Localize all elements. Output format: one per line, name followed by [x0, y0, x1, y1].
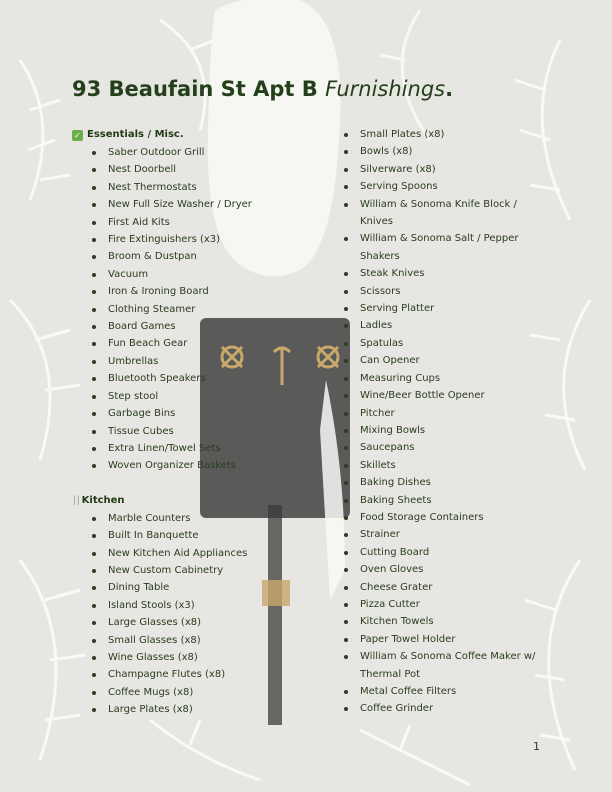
list-item: Paper Towel Holder	[342, 631, 552, 648]
list-item-continuation: Thermal Pot	[360, 668, 421, 680]
section-heading-kitchen	[72, 492, 322, 510]
list-item: Cutting Board	[342, 544, 552, 561]
bullet-icon	[92, 430, 96, 434]
list-item: Strainer	[342, 526, 552, 543]
bullet-icon	[344, 342, 348, 346]
list-item: Iron & Ironing Board	[72, 283, 322, 300]
list-item: Skillets	[342, 457, 552, 474]
page-number: 1	[533, 740, 540, 753]
list-item: First Aid Kits	[72, 214, 322, 231]
bullet-icon	[92, 151, 96, 155]
checkbox-check-icon: ✓	[72, 130, 83, 141]
bullet-icon	[92, 517, 96, 521]
list-item: New Full Size Washer / Dryer	[72, 196, 322, 213]
list-item: Nest Thermostats	[72, 179, 322, 196]
list-item: Island Stools (x3)	[72, 597, 322, 614]
list-item: Tissue Cubes	[72, 423, 322, 440]
bullet-icon	[92, 534, 96, 538]
list-item: Pitcher	[342, 405, 552, 422]
bullet-icon	[344, 446, 348, 450]
list-item: Spatulas	[342, 335, 552, 352]
list-item: Bowls (x8)	[342, 143, 552, 160]
page-title	[72, 74, 453, 104]
right-column	[342, 126, 552, 718]
bullet-icon	[344, 307, 348, 311]
bullet-icon	[92, 673, 96, 677]
bullet-icon	[344, 359, 348, 363]
list-item: Measuring Cups	[342, 370, 552, 387]
bullet-icon	[344, 638, 348, 642]
list-item: Dining Table	[72, 579, 322, 596]
list-item: Metal Coffee Filters	[342, 683, 552, 700]
bullet-icon	[344, 377, 348, 381]
list-item: Ladles	[342, 317, 552, 334]
list-item: New Custom Cabinetry	[72, 562, 322, 579]
list-item: Built In Banquette	[72, 527, 322, 544]
list-item: Small Glasses (x8)	[72, 632, 322, 649]
list-item: Coffee Grinder	[342, 700, 552, 717]
list-item: Cheese Grater	[342, 579, 552, 596]
bullet-icon	[344, 690, 348, 694]
title-address: 93 Beaufain St Apt B	[72, 77, 318, 101]
list-item: Wine/Beer Bottle Opener	[342, 387, 552, 404]
bullet-icon	[92, 395, 96, 399]
bullet-icon	[92, 255, 96, 259]
list-item-continuation: Shakers	[360, 250, 400, 262]
section-heading-label: Essentials / Misc.	[87, 129, 184, 140]
list-item: Oven Gloves	[342, 561, 552, 578]
list-item: Food Storage Containers	[342, 509, 552, 526]
bullet-icon	[92, 604, 96, 608]
section-heading-essentials	[72, 126, 322, 144]
bullet-icon	[344, 272, 348, 276]
list-item: William & Sonoma Salt / Pepper	[342, 230, 552, 247]
bullet-icon	[344, 464, 348, 468]
bullet-icon	[344, 237, 348, 241]
list-item: Board Games	[72, 318, 322, 335]
bullet-icon	[344, 133, 348, 137]
bullet-icon	[344, 412, 348, 416]
bullet-icon	[92, 186, 96, 190]
bullet-icon	[344, 499, 348, 503]
bullet-icon	[344, 586, 348, 590]
list-item: Pizza Cutter	[342, 596, 552, 613]
list-item: William & Sonoma Coffee Maker w/	[342, 648, 552, 665]
bullet-icon	[92, 656, 96, 660]
list-item: Scissors	[342, 283, 552, 300]
list-item: Large Plates (x8)	[72, 701, 322, 718]
list-item: Garbage Bins	[72, 405, 322, 422]
list-item: Woven Organizer Baskets	[72, 457, 322, 474]
bullet-icon	[92, 221, 96, 225]
bullet-icon	[344, 290, 348, 294]
section-heading-label: Kitchen	[81, 494, 125, 506]
section-spacer	[72, 475, 322, 492]
bullet-icon	[344, 481, 348, 485]
bullet-icon	[344, 394, 348, 398]
bullet-icon	[92, 238, 96, 242]
bullet-icon	[92, 639, 96, 643]
list-item: Step stool	[72, 388, 322, 405]
list-item: Baking Sheets	[342, 492, 552, 509]
list-item: Extra Linen/Towel Sets	[72, 440, 322, 457]
cutlery-icon: ││	[72, 495, 80, 505]
bullet-icon	[92, 586, 96, 590]
bullet-icon	[92, 412, 96, 416]
list-item: Wine Glasses (x8)	[72, 649, 322, 666]
list-item: Fun Beach Gear	[72, 335, 322, 352]
list-item: William & Sonoma Knife Block /	[342, 196, 552, 213]
bullet-icon	[344, 568, 348, 572]
list-item: Large Glasses (x8)	[72, 614, 322, 631]
list-item: Clothing Steamer	[72, 301, 322, 318]
kitchen-list-continued	[342, 126, 552, 718]
list-item: Baking Dishes	[342, 474, 552, 491]
list-item-continuation: Knives	[360, 216, 393, 228]
bullet-icon	[344, 655, 348, 659]
bullet-icon	[344, 603, 348, 607]
bullet-icon	[344, 620, 348, 624]
bullet-icon	[92, 691, 96, 695]
list-item: Serving Spoons	[342, 178, 552, 195]
left-column	[72, 126, 322, 719]
list-item: Silverware (x8)	[342, 161, 552, 178]
essentials-list	[72, 144, 322, 475]
bullet-icon	[344, 203, 348, 207]
bullet-icon	[92, 621, 96, 625]
kitchen-list	[72, 510, 322, 719]
bullet-icon	[344, 324, 348, 328]
bullet-icon	[92, 552, 96, 556]
bullet-icon	[92, 447, 96, 451]
bullet-icon	[92, 203, 96, 207]
bullet-icon	[92, 168, 96, 172]
bullet-icon	[92, 569, 96, 573]
bullet-icon	[92, 308, 96, 312]
bullet-icon	[92, 360, 96, 364]
list-item: New Kitchen Aid Appliances	[72, 545, 322, 562]
bullet-icon	[344, 150, 348, 154]
list-item: Champagne Flutes (x8)	[72, 666, 322, 683]
list-item: Nest Doorbell	[72, 161, 322, 178]
bullet-icon	[92, 708, 96, 712]
list-item: Can Opener	[342, 352, 552, 369]
bullet-icon	[92, 290, 96, 294]
list-item: Saber Outdoor Grill	[72, 144, 322, 161]
list-item: Small Plates (x8)	[342, 126, 552, 143]
bullet-icon	[92, 377, 96, 381]
title-subtitle: Furnishings	[325, 77, 446, 101]
list-item: Broom & Dustpan	[72, 248, 322, 265]
list-item: Serving Platter	[342, 300, 552, 317]
list-item: Mixing Bowls	[342, 422, 552, 439]
bullet-icon	[344, 185, 348, 189]
list-item: Fire Extinguishers (x3)	[72, 231, 322, 248]
bullet-icon	[92, 464, 96, 468]
title-period: .	[445, 77, 454, 101]
bullet-icon	[92, 273, 96, 277]
bullet-icon	[344, 516, 348, 520]
list-item: Marble Counters	[72, 510, 322, 527]
list-item: Vacuum	[72, 266, 322, 283]
list-item: Kitchen Towels	[342, 613, 552, 630]
list-item: Coffee Mugs (x8)	[72, 684, 322, 701]
bullet-icon	[92, 342, 96, 346]
bullet-icon	[344, 168, 348, 172]
list-item: Umbrellas	[72, 353, 322, 370]
bullet-icon	[344, 533, 348, 537]
list-item: Steak Knives	[342, 265, 552, 282]
bullet-icon	[344, 429, 348, 433]
bullet-icon	[344, 551, 348, 555]
list-item: Saucepans	[342, 439, 552, 456]
bullet-icon	[344, 707, 348, 711]
bullet-icon	[92, 325, 96, 329]
list-item: Bluetooth Speakers	[72, 370, 322, 387]
